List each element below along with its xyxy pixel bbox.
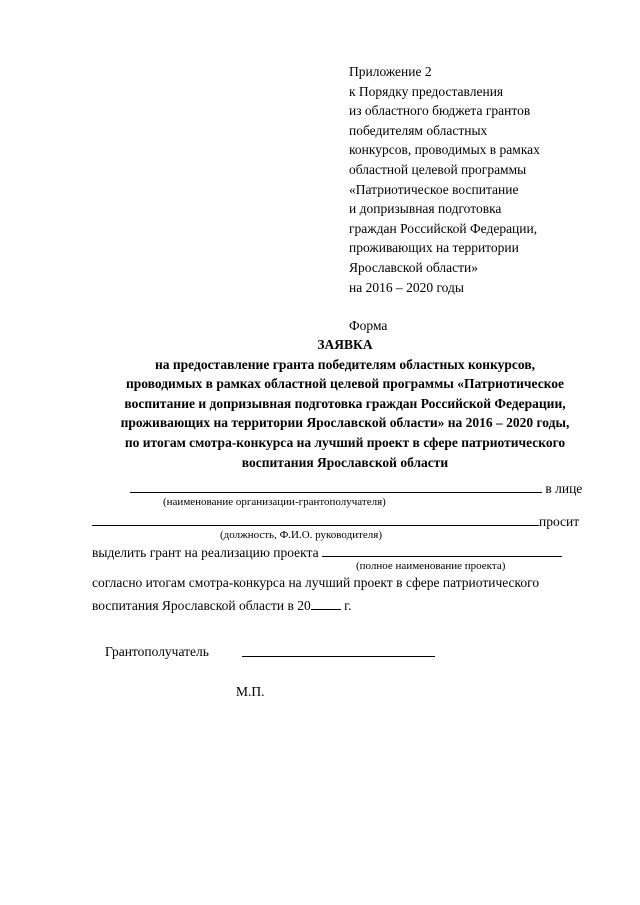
title-line: на предоставление гранта победителям областных конкурсов, <box>154 356 535 372</box>
seal-label: М.П. <box>236 684 265 699</box>
appendix-line: Приложение 2 <box>349 64 432 79</box>
appendix-line: граждан Российской Федерации, <box>349 220 538 236</box>
title-line: воспитания Ярославской области <box>241 454 449 470</box>
appendix-line: на 2016 – 2020 годы <box>349 279 464 295</box>
recipient-signature-field[interactable] <box>242 642 435 657</box>
appendix-line: «Патриотическое воспитание <box>349 181 519 197</box>
position-row <box>92 511 579 530</box>
position-caption: (должность, Ф.И.О. руководителя) <box>220 529 382 541</box>
title-line: по итогам смотра-конкурса на лучший проект в сфере патриотического <box>124 434 566 450</box>
according-line-1: согласно итогам смотра-конкурса на лучший проект в сфере патриотического <box>92 575 540 590</box>
project-field[interactable] <box>322 542 562 557</box>
organization-field[interactable] <box>130 478 542 493</box>
according-line-2 <box>92 595 352 614</box>
document-title <box>80 335 610 472</box>
recipient-label: Грантополучатель <box>105 644 209 659</box>
organization-row <box>130 478 582 497</box>
title-heading: ЗАЯВКА <box>317 337 373 352</box>
organization-caption: (наименование организации-грантополучателя) <box>163 496 386 508</box>
project-row <box>92 542 562 561</box>
appendix-line: Ярославской области» <box>349 259 478 275</box>
recipient-signature-row <box>242 642 435 661</box>
appendix-line: к Порядку предоставления <box>349 83 504 99</box>
appendix-block <box>349 62 619 336</box>
title-line: проводимых в рамках областной целевой программы «Патриотическое <box>125 376 565 392</box>
appendix-line: из областного бюджета грантов <box>349 103 531 119</box>
position-field[interactable] <box>92 511 539 526</box>
appendix-line: проживающих на территории <box>349 240 519 256</box>
year-suffix: г. <box>344 598 352 613</box>
project-caption: (полное наименование проекта) <box>356 560 506 572</box>
allocate-label: выделить грант на реализацию проекта <box>92 545 319 560</box>
appendix-line: областной целевой программы <box>349 161 527 177</box>
appendix-line: победителям областных <box>349 122 488 138</box>
year-field[interactable] <box>311 595 341 610</box>
title-line: воспитание и допризывная подготовка граждан Российской Федерации, <box>124 395 566 411</box>
requests-label: просит <box>539 514 580 529</box>
appendix-line: и допризывная подготовка <box>349 201 502 217</box>
form-label: Форма <box>349 318 388 334</box>
in-person-label: в лице <box>545 481 583 496</box>
title-line: проживающих на территории Ярославской области» на 2016 – 2020 годы, <box>120 415 570 431</box>
appendix-line: конкурсов, проводимых в рамках <box>349 142 540 158</box>
according-text: воспитания Ярославской области в 20 <box>92 598 311 613</box>
